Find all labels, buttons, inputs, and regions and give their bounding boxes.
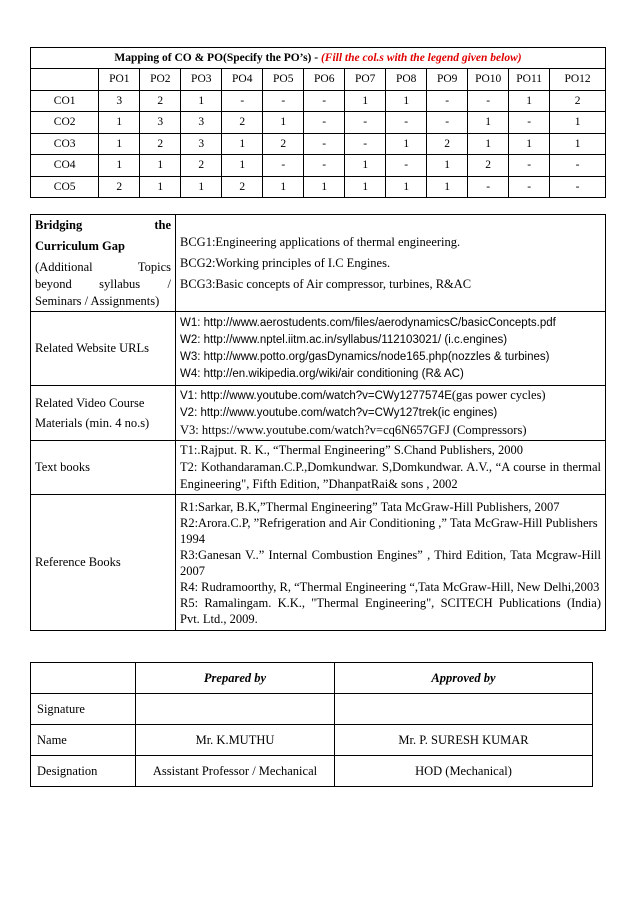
mapping-cell: - — [468, 90, 509, 112]
mapping-cell: 1 — [99, 155, 140, 177]
mapping-cell: - — [386, 112, 427, 134]
mapping-row-label: CO3 — [31, 133, 99, 155]
mapping-cell: 1 — [345, 155, 386, 177]
mapping-cell: 2 — [468, 155, 509, 177]
prepared-name: Mr. K.MUTHU — [136, 725, 335, 756]
bridging-label-word1: Bridging — [35, 218, 83, 232]
bridging-label-line1 — [35, 217, 171, 234]
mapping-cell: 1 — [427, 155, 468, 177]
mapping-row-label: CO2 — [31, 112, 99, 134]
mapping-cell: 2 — [181, 155, 222, 177]
mapping-cell: 2 — [140, 90, 181, 112]
signature-row-label: Signature — [31, 694, 136, 725]
mapping-cell: 1 — [509, 133, 550, 155]
mapping-cell: 1 — [181, 90, 222, 112]
mapping-row-label: CO1 — [31, 90, 99, 112]
signature-header-empty — [31, 663, 136, 694]
mapping-header-corner — [31, 69, 99, 91]
mapping-cell: 1 — [468, 133, 509, 155]
website-url[interactable]: W2: http://www.nptel.iitm.ac.in/syllabus/112103021/ (i.c.engines) — [180, 333, 508, 346]
mapping-cell: - — [263, 90, 304, 112]
prepared-by-header: Prepared by — [136, 663, 335, 694]
prepared-signature — [136, 694, 335, 725]
textbook-item: T1:.Rajput. R. K., “Thermal Engineering” S.Chand Publishers, 2000 — [180, 443, 524, 457]
mapping-cell: 1 — [304, 176, 345, 198]
mapping-cell: 1 — [140, 176, 181, 198]
mapping-header-cell: PO1 — [99, 69, 140, 91]
mapping-row — [31, 112, 606, 134]
signature-table — [30, 662, 593, 787]
bridging-sub-1: (Additional — [35, 260, 93, 274]
name-row — [31, 725, 593, 756]
mapping-cell: 1 — [222, 155, 263, 177]
mapping-header-cell: PO8 — [386, 69, 427, 91]
website-url[interactable]: W3: http://www.potto.org/gasDynamics/node165.php(nozzles & turbines) — [180, 350, 550, 363]
mapping-cell: 3 — [181, 112, 222, 134]
mapping-cell: - — [345, 112, 386, 134]
reference-item: R3:Ganesan V..” Internal Combustion Engines” , Third Edition, Tata Mcgraw-Hill 2007 — [180, 547, 601, 578]
reference-item: R2:Arora.C.P, ”Refrigeration and Air Conditioning ,” Tata McGraw-Hill Publishers 1994 — [180, 515, 598, 546]
websites-row — [31, 312, 606, 386]
mapping-cell: 1 — [263, 112, 304, 134]
mapping-row — [31, 133, 606, 155]
mapping-cell: 3 — [99, 90, 140, 112]
mapping-cell: - — [509, 155, 550, 177]
course-info-table — [30, 214, 606, 631]
reference-item: R5: Ramalingam. K.K., "Thermal Engineering", SCITECH Publications (India) Pvt. Ltd., 2009. — [180, 595, 601, 626]
bridging-sub-5: / — [167, 277, 171, 291]
designation-row-label: Designation — [31, 756, 136, 787]
mapping-header-cell: PO2 — [140, 69, 181, 91]
mapping-title-instruction: (Fill the col.s with the legend given below) — [320, 52, 522, 64]
mapping-header-cell: PO4 — [222, 69, 263, 91]
bridging-item: BCG1:Engineering applications of thermal engineering. — [180, 234, 461, 249]
mapping-cell: 1 — [222, 133, 263, 155]
mapping-cell: - — [263, 155, 304, 177]
bridging-sub-line1 — [35, 259, 171, 276]
mapping-cell: 1 — [386, 133, 427, 155]
mapping-cell: - — [345, 133, 386, 155]
websites-label: Related Website URLs — [31, 312, 176, 386]
mapping-cell: 1 — [550, 112, 606, 134]
mapping-cell: 2 — [550, 90, 606, 112]
mapping-header-cell: PO6 — [304, 69, 345, 91]
textbooks-content-cell — [176, 441, 606, 495]
mapping-cell: 1 — [550, 133, 606, 155]
mapping-cell: - — [550, 176, 606, 198]
mapping-cell: 1 — [386, 90, 427, 112]
approved-signature — [335, 694, 593, 725]
mapping-cell: - — [304, 133, 345, 155]
mapping-title-row — [31, 48, 606, 69]
bridging-sub-3: beyond — [35, 277, 72, 291]
mapping-header-cell: PO3 — [181, 69, 222, 91]
video-url[interactable]: V1: http://www.youtube.com/watch?v=CWy1277574E — [180, 390, 452, 402]
mapping-cell: - — [304, 90, 345, 112]
bridging-sub-2: Topics — [137, 260, 171, 274]
approved-by-header: Approved by — [335, 663, 593, 694]
mapping-cell: 1 — [345, 176, 386, 198]
mapping-header-row — [31, 69, 606, 91]
mapping-cell: 2 — [222, 112, 263, 134]
references-label: Reference Books — [31, 495, 176, 631]
mapping-header-cell: PO11 — [509, 69, 550, 91]
videos-label-line2: Materials (min. 4 no.s) — [35, 415, 150, 430]
websites-content-cell — [176, 312, 606, 386]
signature-header-row — [31, 663, 593, 694]
mapping-cell: - — [509, 112, 550, 134]
mapping-cell: 1 — [99, 112, 140, 134]
mapping-header-cell: PO5 — [263, 69, 304, 91]
mapping-cell: 3 — [140, 112, 181, 134]
bridging-row — [31, 215, 606, 312]
mapping-row — [31, 155, 606, 177]
mapping-row-label: CO4 — [31, 155, 99, 177]
mapping-cell: 2 — [99, 176, 140, 198]
mapping-cell: - — [427, 90, 468, 112]
mapping-cell: 1 — [386, 176, 427, 198]
textbooks-row — [31, 441, 606, 495]
videos-row — [31, 386, 606, 441]
mapping-header-cell: PO10 — [468, 69, 509, 91]
name-row-label: Name — [31, 725, 136, 756]
reference-item: R1:Sarkar, B.K,”Thermal Engineering” Tata McGraw-Hill Publishers, 2007 — [180, 499, 560, 514]
mapping-cell: 1 — [263, 176, 304, 198]
mapping-cell: 1 — [345, 90, 386, 112]
approved-name: Mr. P. SURESH KUMAR — [335, 725, 593, 756]
mapping-cell: - — [304, 112, 345, 134]
mapping-header-cell: PO7 — [345, 69, 386, 91]
reference-item: R4: Rudramoorthy, R, “Thermal Engineering “,Tata McGraw-Hill, New Delhi,2003 — [180, 579, 600, 594]
video-item-1 — [180, 387, 601, 405]
approved-designation: HOD (Mechanical) — [335, 756, 593, 787]
video-url[interactable]: V3: https://www.youtube.com/watch?v=cq6N657GFJ (Compressors) — [180, 423, 527, 437]
mapping-cell: - — [427, 112, 468, 134]
bridging-content-cell — [176, 215, 606, 312]
mapping-cell: - — [222, 90, 263, 112]
mapping-row — [31, 176, 606, 198]
bridging-sub-line2 — [35, 276, 171, 293]
mapping-title — [31, 48, 606, 69]
mapping-header-cell: PO9 — [427, 69, 468, 91]
mapping-cell: 1 — [509, 90, 550, 112]
mapping-cell: - — [386, 155, 427, 177]
textbook-item: T2: Kothandaraman.C.P.,Domkundwar. S,Domkundwar. A.V., “A course in thermal Engineering", Fifth Edition, ”DhanpatRai& sons , 2002 — [180, 460, 601, 491]
mapping-cell: 1 — [468, 112, 509, 134]
co-po-mapping-table — [30, 47, 606, 198]
textbooks-label: Text books — [31, 441, 176, 495]
mapping-title-bold: Mapping of CO & PO(Specify the PO’s) - — [114, 52, 319, 64]
videos-content-cell — [176, 386, 606, 441]
bridging-item: BCG3:Basic concepts of Air compressor, turbines, R&AC — [180, 276, 472, 291]
signature-row — [31, 694, 593, 725]
mapping-cell: 2 — [222, 176, 263, 198]
mapping-cell: 1 — [427, 176, 468, 198]
video-note: (gas power cycles) — [451, 388, 546, 402]
mapping-table-body — [31, 48, 606, 198]
website-url[interactable]: W1: http://www.aerostudents.com/files/aerodynamicsC/basicConcepts.pdf — [180, 316, 556, 329]
videos-label-line1: Related Video Course — [35, 395, 145, 410]
mapping-cell: - — [304, 155, 345, 177]
bridging-label-line2: Curriculum Gap — [35, 239, 125, 253]
bridging-label-cell — [31, 215, 176, 312]
mapping-cell: 2 — [263, 133, 304, 155]
mapping-cell: - — [468, 176, 509, 198]
website-url[interactable]: W4: http://en.wikipedia.org/wiki/air conditioning (R& AC) — [180, 367, 464, 380]
videos-label-cell — [31, 386, 176, 441]
mapping-cell: - — [509, 176, 550, 198]
bridging-sub-6: Seminars / Assignments) — [35, 294, 160, 308]
mapping-row — [31, 90, 606, 112]
references-content-cell — [176, 495, 606, 631]
mapping-row-label: CO5 — [31, 176, 99, 198]
mapping-cell: 2 — [427, 133, 468, 155]
references-row — [31, 495, 606, 631]
mapping-cell: 3 — [181, 133, 222, 155]
bridging-label-word2: the — [154, 218, 171, 232]
mapping-header-cell: PO12 — [550, 69, 606, 91]
mapping-cell: 2 — [140, 133, 181, 155]
designation-row — [31, 756, 593, 787]
mapping-cell: - — [550, 155, 606, 177]
bridging-item: BCG2:Working principles of I.C Engines. — [180, 255, 391, 270]
mapping-cell: 1 — [99, 133, 140, 155]
mapping-cell: 1 — [140, 155, 181, 177]
bridging-sub-4: syllabus — [99, 277, 141, 291]
mapping-cell: 1 — [181, 176, 222, 198]
video-url[interactable]: V2: http://www.youtube.com/watch?v=CWy127trek(ic engines) — [180, 407, 498, 419]
prepared-designation: Assistant Professor / Mechanical — [136, 756, 335, 787]
